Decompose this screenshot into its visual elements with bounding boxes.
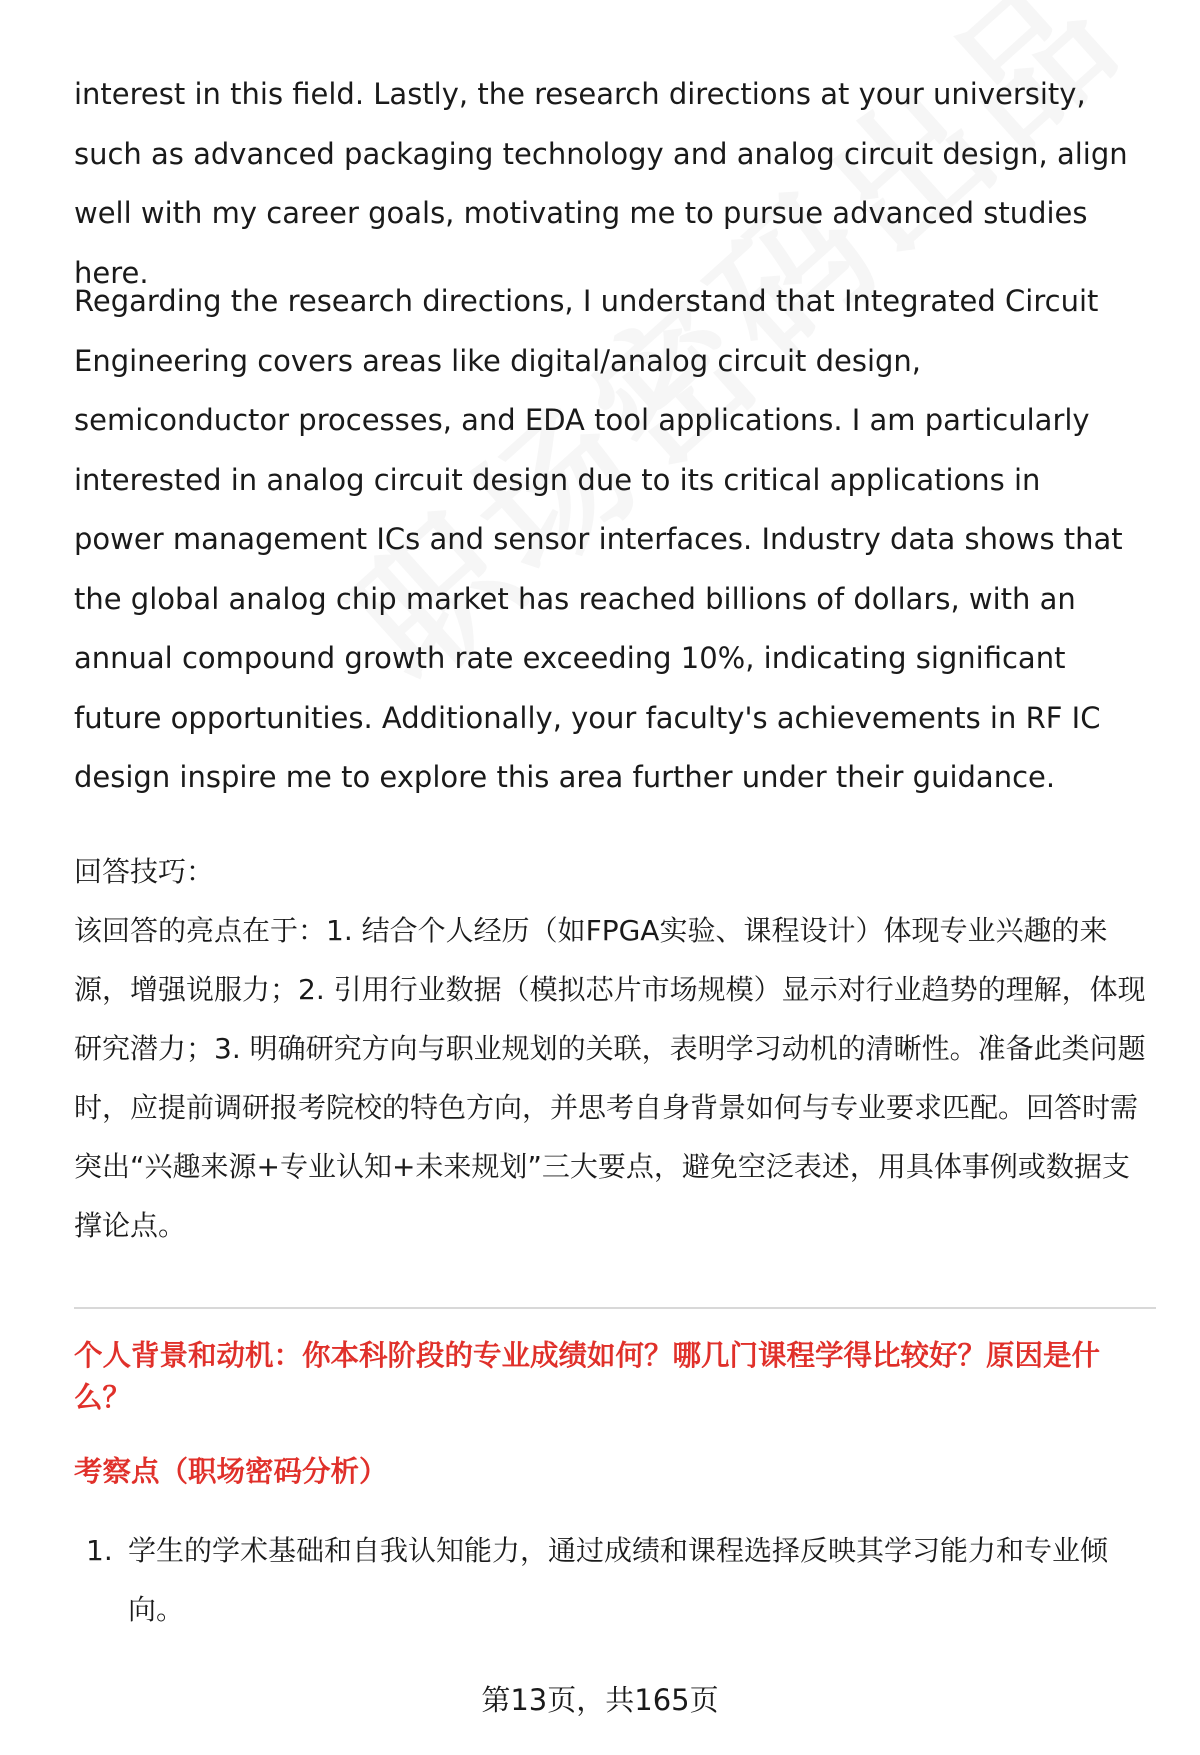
assessment-subheading: 考察点（职场密码分析） (74, 1455, 388, 1488)
question-heading: 个人背景和动机：你本科阶段的专业成绩如何？哪几门课程学得比较好？原因是什么？ (74, 1339, 1101, 1414)
list-item-text: 学生的学术基础和自我认知能力，通过成绩和课程选择反映其学习能力和专业倾向。 (128, 1534, 1109, 1626)
section-divider (74, 1307, 1156, 1309)
tips-body: 该回答的亮点在于：1. 结合个人经历（如FPGA实验、课程设计）体现专业兴趣的来源，增强说服力；2. 引用行业数据（模拟芯片市场规模）显示对行业趋势的理解，体现研究潜力；3. 明确研究方向与职业规划的关联，表明学习动机的清晰性。准备此类问题时，应提前调研报考院校的特色方向，并思考自身背景如何与专业要求匹配。回答时需突出“兴趣来源+专业认知+未来规划”三大要点，避免空泛表述，用具体事例或数据支撑论点。 (74, 914, 1146, 1242)
tips-title: 回答技巧： (74, 855, 215, 888)
assessment-points-list (74, 1521, 1154, 1639)
list-item-number: 1. (86, 1534, 113, 1567)
answer-paragraph-continued: interest in this field. Lastly, the research directions at your university, such as advanced packaging technology and analog circuit design, align well with my career goals, motivating me to pursue advanced studies here. (74, 77, 1128, 290)
list-item (74, 1521, 1154, 1639)
page-number: 第13页，共165页 (481, 1683, 719, 1717)
answer-paragraph-research-directions: Regarding the research directions, I understand that Integrated Circuit Engineering covers areas like digital/analog circuit design, semiconductor processes, and EDA tool applications. I am particularly interested in analog circuit design due to its critical applications in power management ICs and sensor interfaces. Industry data shows that the global analog chip market has reached billions of dollars, with an annual compound growth rate exceeding 10%, indicating significant future opportunities. Additionally, your faculty's achievements in RF IC design inspire me to explore this area further under their guidance. (74, 284, 1123, 794)
